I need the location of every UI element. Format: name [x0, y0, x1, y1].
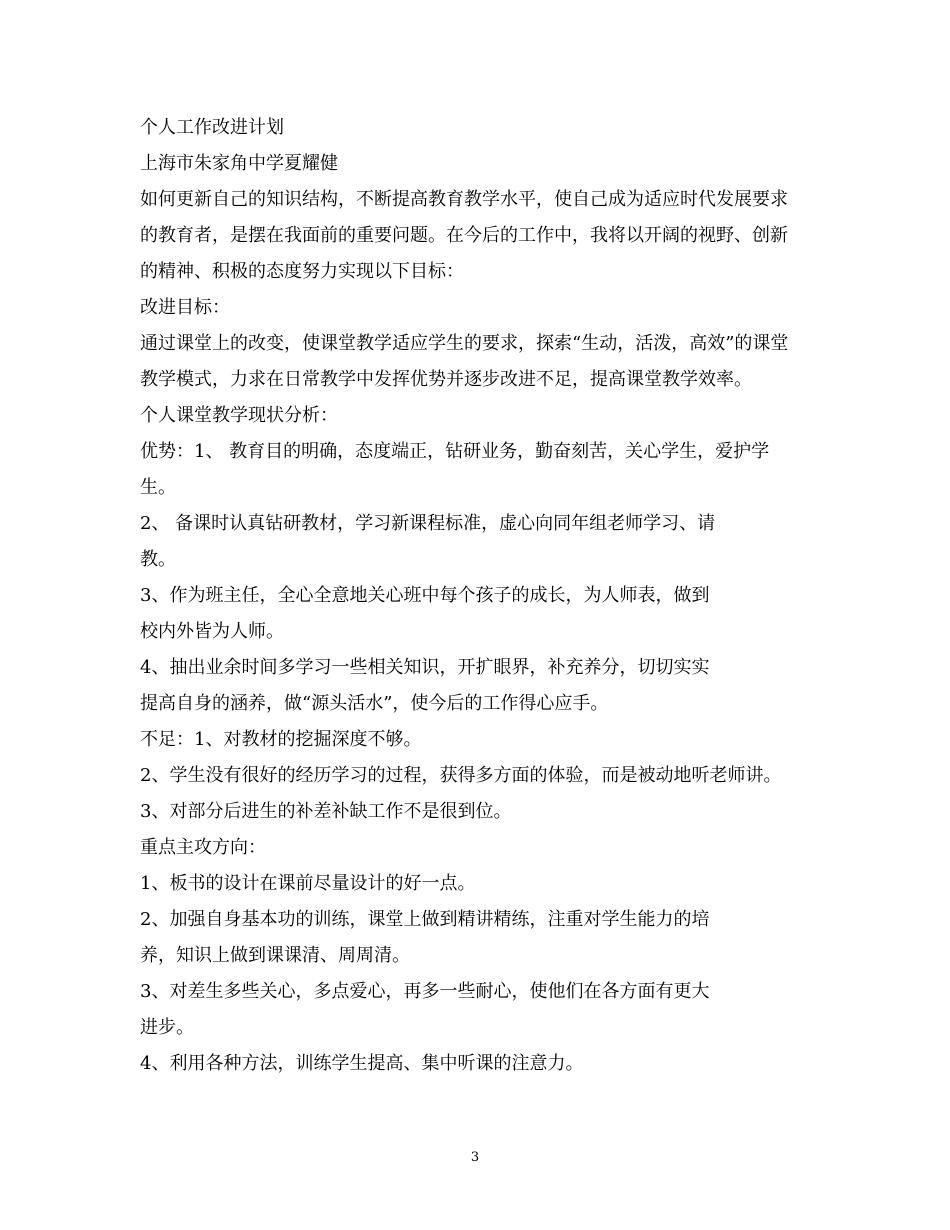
- section-heading: 重点主攻方向：: [140, 837, 266, 858]
- body-line: 进步。: [140, 1017, 194, 1038]
- body-line: 如何更新自己的知识结构，不断提高教育教学水平，使自己成为适应时代发展要求: [140, 189, 788, 210]
- body-line: 2、加强自身基本功的训练，课堂上做到精讲精练，注重对学生能力的培: [140, 909, 710, 930]
- body-line: 4、抽出业余时间多学习一些相关知识，开扩眼界，补充养分，切切实实: [140, 657, 710, 678]
- body-line: 1、板书的设计在课前尽量设计的好一点。: [140, 873, 476, 894]
- body-line: 校内外皆为人师。: [140, 621, 284, 642]
- body-line: 通过课堂上的改变，使课堂教学适应学生的要求，探索“生动，活泼，高效”的课堂: [140, 333, 789, 354]
- document-title: 个人工作改进计划: [140, 117, 284, 138]
- body-line: 2、学生没有很好的经历学习的过程，获得多方面的体验，而是被动地听老师讲。: [140, 765, 782, 786]
- body-line: 3、对差生多些关心，多点爱心，再多一些耐心，使他们在各方面有更大: [140, 981, 710, 1002]
- body-line: 养，知识上做到课课清、周周清。: [140, 945, 410, 966]
- body-line: 教。: [140, 549, 176, 570]
- page-number: 3: [470, 1150, 480, 1165]
- body-line: 教学模式，力求在日常教学中发挥优势并逐步改进不足，提高课堂教学效率。: [140, 369, 752, 390]
- section-heading: 个人课堂教学现状分析：: [140, 405, 338, 426]
- body-line: 3、对部分后进生的补差补缺工作不是很到位。: [140, 801, 512, 822]
- document-author: 上海市朱家角中学夏耀健: [140, 153, 338, 174]
- body-line: 的精神、积极的态度努力实现以下目标：: [140, 261, 464, 282]
- body-line: 3、作为班主任，全心全意地关心班中每个孩子的成长，为人师表，做到: [140, 585, 710, 606]
- section-heading: 改进目标：: [140, 297, 230, 318]
- body-line: 提高自身的涵养，做“源头活水”，使今后的工作得心应手。: [140, 693, 609, 714]
- body-line: 4、利用各种方法，训练学生提高、集中听课的注意力。: [140, 1053, 584, 1074]
- body-line: 2、 备课时认真钻研教材，学习新课程标准，虚心向同年组老师学习、请: [140, 513, 716, 534]
- body-line: 的教育者，是摆在我面前的重要问题。在今后的工作中，我将以开阔的视野、创新: [140, 225, 788, 246]
- body-line: 优势：1、 教育目的明确，态度端正，钻研业务，勤奋刻苦，关心学生，爱护学: [140, 441, 770, 462]
- body-line: 生。: [140, 477, 176, 498]
- body-line: 不足：1、对教材的挖掘深度不够。: [140, 729, 422, 750]
